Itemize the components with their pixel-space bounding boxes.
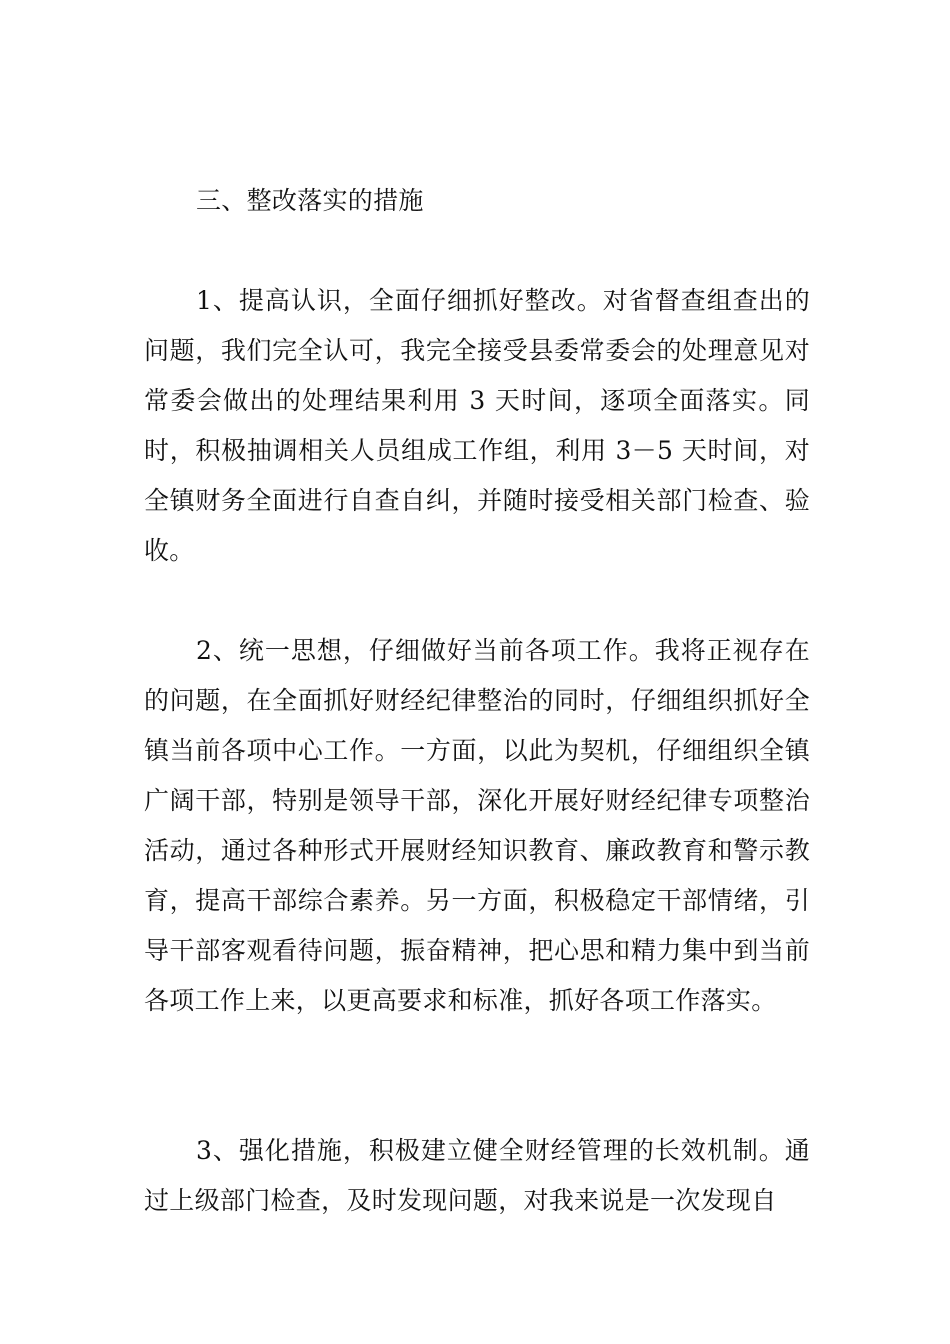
section-heading: 三、整改落实的措施: [196, 186, 424, 215]
paragraph-2: 2、统一思想，仔细做好当前各项工作。我将正视存在的问题，在全面抓好财经纪律整治的同时，仔细组织抓好全镇当前各项中心工作。一方面，以此为契机，仔细组织全镇广阔干部，特别是领导干部，深化开展好财经纪律专项整治活动，通过各种形式开展财经知识教育、廉政教育和警示教育，提高干部综合素养。另一方面，积极稳定干部情绪，引导干部客观看待问题，振奋精神，把心思和精力集中到当前各项工作上来，以更高要求和标准，抓好各项工作落实。: [144, 636, 810, 1015]
paragraph-1: 1、提高认识，全面仔细抓好整改。对省督查组查出的问题，我们完全认可，我完全接受县委常委会的处理意见对常委会做出的处理结果利用 3 天时间，逐项全面落实。同时，积极抽调相关人员组成工作组，利用 3－5 天时间，对全镇财务全面进行自查自纠，并随时接受相关部门检查、验收。: [144, 286, 810, 565]
paragraph-3: 3、强化措施，积极建立健全财经管理的长效机制。通过上级部门检查，及时发现问题，对我来说是一次发现自: [144, 1136, 810, 1215]
